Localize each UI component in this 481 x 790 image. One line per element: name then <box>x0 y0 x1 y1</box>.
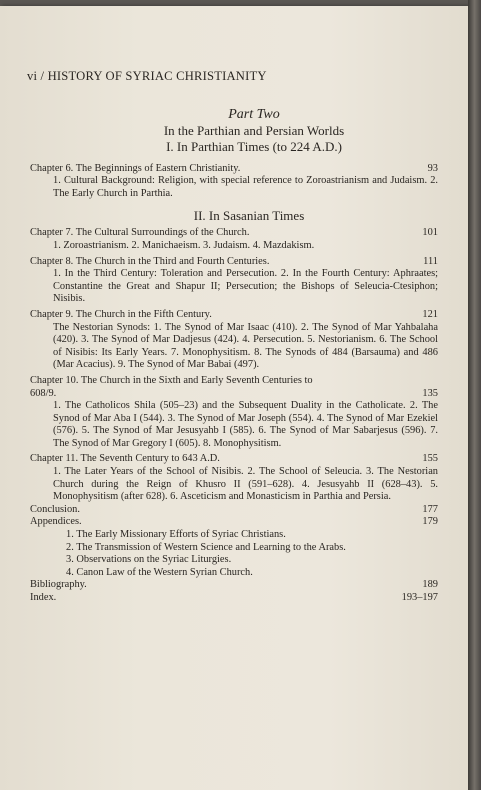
appendices-entry <box>30 516 438 529</box>
chapter-contents: 1. The Later Years of the School of Nisibis. 2. The School of Seleucia. 3. The Nestorian Church during the Reign of Khusro II (591–628). 4. Jesusyahb II (628–43). 5. Monophysitism (after 628). 6. Asceticism and Monasticism in Parthia and Persia. <box>53 466 438 503</box>
chapter-page: 93 <box>427 162 438 174</box>
conclusion-entry <box>30 504 438 517</box>
chapter-entry-8 <box>30 256 438 306</box>
chapter-page: 155 <box>422 453 438 465</box>
bibliography-entry <box>30 579 438 592</box>
chapter-contents: 1. Cultural Background: Religion, with special reference to Zoroastrianism and Judaism. 2. The Early Church in Parthia. <box>53 175 438 199</box>
chapter-entry-10 <box>30 375 438 451</box>
appendix-item: 4. Canon Law of the Western Syrian Church. <box>66 566 253 578</box>
chapter-title: Chapter 10. The Church in the Sixth and Early Seventh Centuries to 608/9. <box>30 374 313 399</box>
chapter-contents: 1. The Catholicos Shila (505–23) and the Subsequent Duality in the Catholicate. 2. The Synod of Mar Aba I (544). 3. The Synod of Mar Joseph (554). 4. The Synod of Mar Ezekiel (576). 5. The Synod of Mar Jesusyahb I (585). 6. The Synod of Mar Sabarjesus (596). 7. The Synod of Mar Gregory I (605). 8. Monophysitism. <box>53 400 438 449</box>
chapter-contents: 1. In the Third Century: Toleration and Persecution. 2. In the Fourth Century: Aphraates; Constantine the Great and Shapur II; Persecution; the Bishops of Seleucia-Ctesiphon; Nisibis. <box>53 268 438 305</box>
table-of-contents <box>27 69 438 605</box>
chapter-page: 101 <box>422 227 438 239</box>
part-title: Part Two <box>228 106 280 122</box>
section-title-sasanian: II. In Sasanian Times <box>193 208 305 224</box>
chapter-entry-6 <box>30 163 438 201</box>
chapter-title: Chapter 9. The Church in the Fifth Century. <box>30 308 212 320</box>
appendix-list <box>30 529 438 579</box>
section-title-parthian: I. In Parthian Times (to 224 A.D.) <box>166 138 342 154</box>
chapter-contents: The Nestorian Synods: 1. The Synod of Mar Isaac (410). 2. The Synod of Mar Yahbalaha (420). 3. The Synod of Mar Dadjesus (424). 4. Persecution. 5. Nestorianism. 6. The School of Nisibis: Its Early Years. 7. Monophysitism. 8. The Synods of 484 (Barsauma) and 486 (Mar Acacius). 9. The Synod of Mar Babai (497). <box>53 321 438 371</box>
chapter-entry-9 <box>30 309 438 372</box>
appendices-page: 179 <box>422 516 438 528</box>
chapter-title: Chapter 6. The Beginnings of Eastern Christianity. <box>30 162 241 174</box>
chapter-title: Chapter 11. The Seventh Century to 643 A.D. <box>30 453 220 465</box>
appendix-item: 3. Observations on the Syriac Liturgies. <box>66 554 232 566</box>
chapter-entry-7 <box>30 227 438 252</box>
book-page <box>0 6 468 790</box>
chapter-entry-11 <box>30 453 438 503</box>
chapter-page: 111 <box>423 255 438 267</box>
conclusion-page: 177 <box>422 503 438 515</box>
chapter-page: 135 <box>422 387 438 399</box>
index-page: 193–197 <box>401 592 438 603</box>
bibliography-label: Bibliography. <box>30 579 87 591</box>
appendices-label: Appendices. <box>30 516 82 528</box>
appendix-item: 2. The Transmission of Western Science and Learning to the Arabs. <box>66 541 346 553</box>
chapter-contents: 1. Zoroastrianism. 2. Manichaeism. 3. Judaism. 4. Mazdakism. <box>53 239 315 251</box>
chapter-page: 121 <box>422 308 438 320</box>
running-head: vi / HISTORY OF SYRIAC CHRISTIANITY <box>27 69 267 83</box>
index-label: Index. <box>30 592 57 603</box>
appendix-item: 1. The Early Missionary Efforts of Syriac Christians. <box>66 529 286 541</box>
part-subtitle: In the Parthian and Persian Worlds <box>163 122 345 138</box>
book-spine-edge <box>468 0 481 790</box>
chapter-title: Chapter 7. The Cultural Surroundings of the Church. <box>30 227 250 239</box>
chapter-title: Chapter 8. The Church in the Third and Fourth Centuries. <box>30 255 270 267</box>
conclusion-label: Conclusion. <box>30 503 80 515</box>
index-entry <box>30 592 438 605</box>
bibliography-page: 189 <box>422 579 438 591</box>
